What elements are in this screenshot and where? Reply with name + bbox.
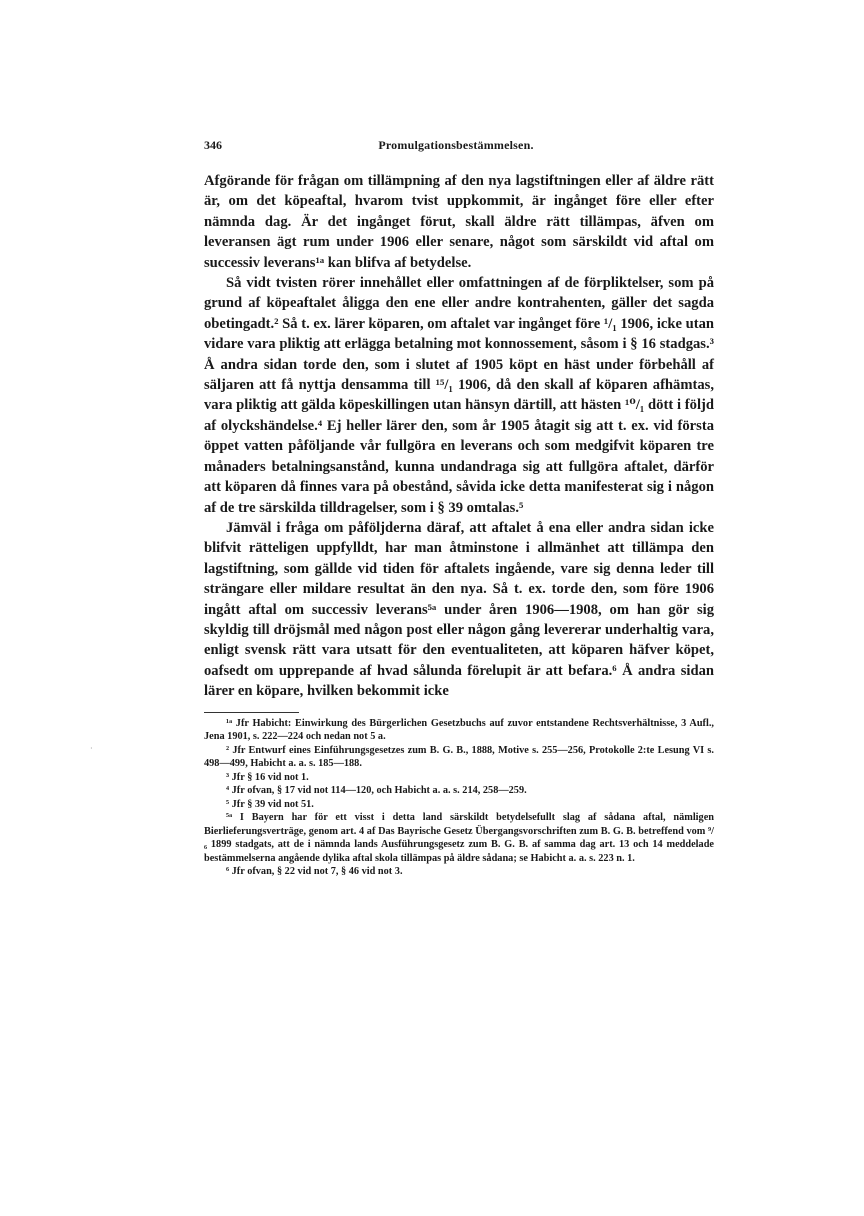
footnote-4: ⁴ Jfr ofvan, § 17 vid not 114—120, och Habicht a. a. s. 214, 258—259. — [226, 785, 527, 797]
footnote-divider — [204, 712, 299, 713]
footnotes — [204, 717, 714, 879]
paragraph-2: Så vidt tvisten rörer innehållet eller omfattningen af de förpliktelser, som på grund af köpeaftalet åligga den ene eller andre kontrahenten, gäller det sagda obetingadt.² Så t. ex. lärer köparen, om aftalet var ingånget före ¹/₁ 1906, icke utan vidare vara pliktig att erlägga betalning mot konnossement, såsom i § 16 stadgas.³ Å andra sidan torde den, som i slutet af 1905 köpt en häst under förbehåll af säljaren att få nyttja densamma till ¹⁵/₁ 1906, då den skall af köparen afhämtas, vara pliktig att gälda köpeskillingen utan hänsyn därtill, att hästen ¹⁰/₁ dött i följd af olyckshändelse.⁴ Ej heller lärer den, som år 1905 åtagit sig att t. ex. vid första öppet vatten påföljande vår fullgöra en leverans och som medgifvit köparen tre månaders betalningsanstånd, kunna undandraga sig att fullgöra aftalet, därför att köparen då finnes vara på obestånd, såvida icke detta manifesterat sig i någon af de tre särskilda tilldragelser, som i § 39 omtalas.⁵ — [204, 275, 714, 516]
page-header — [204, 138, 714, 153]
paragraph-1: Afgörande för frågan om tillämpning af den nya lagstiftningen eller af äldre rätt är, om det köpeaftal, hvarom tvist uppkommit, är ingånget före eller efter nämnda dag. Är det ingånget förut, skall äldre rätt tillämpas, äfven om leveransen ägt rum under 1906 eller senare, något som särskildt vid aftal om successiv leverans¹ᵃ kan blifva af betydelse. — [204, 173, 714, 271]
footnote-5a: ⁵ᵃ I Bayern har för ett visst i detta land särskildt betydelsefullt slag af sådana aftal, nämligen Bierlieferungsverträge, genom art. 4 af Das Bayrische Gesetz Übergangsvorschriften zum B. G. B. betreffend vom ⁹/₆ 1899 stadgats, att de i nämnda lands Ausführungsgesetz zum B. G. B. af samma dag art. 13 och 14 meddelade bestämmelserna angående dylika aftal skola tillämpas på äldre sådana; se Habicht a. a. s. 223 n. 1. — [204, 812, 714, 864]
paragraph-3: Jämväl i fråga om påföljderna däraf, att aftalet å ena eller andra sidan icke blifvit rätteligen uppfylldt, har man åtminstone i allmänhet att tillämpa den lagstiftning, som gällde vid tiden för aftalets ingående, vare sig denna leder till strängare eller mildare resultat än den nya. Så t. ex. torde den, som före 1906 ingått aftal om successiv leverans⁵ᵃ under åren 1906—1908, om han gör sig skyldig till dröjsmål med någon post eller någon gång levererar underhaltig vara, enligt svensk rätt vara utsatt för den eventualiteten, att köparen häfver köpet, oafsedt om upprepande af hvad sålunda förelupit är att befara.⁶ Å andra sidan lärer en köpare, hvilken bekommit icke — [204, 519, 714, 700]
footnote-5: ⁵ Jfr § 39 vid not 51. — [226, 798, 314, 810]
page-number: 346 — [204, 138, 222, 152]
book-page — [204, 138, 714, 879]
footnote-3: ³ Jfr § 16 vid not 1. — [226, 771, 309, 783]
main-text — [204, 171, 714, 702]
footnote-6: ⁶ Jfr ofvan, § 22 vid not 7, § 46 vid not 3. — [226, 866, 403, 878]
footnote-2: ² Jfr Entwurf eines Einführungsgesetzes zum B. G. B., 1888, Motive s. 255—256, Protokolle 2:te Lesung VI s. 498—499, Habicht a. a. s. 185—188. — [204, 744, 714, 770]
margin-speck: · — [90, 744, 93, 753]
footnote-1a: ¹ᵃ Jfr Habicht: Einwirkung des Bürgerlichen Gesetzbuchs auf zuvor entstandene Rechtsverhältnisse, 3 Aufl., Jena 1901, s. 222—224 och nedan not 5 a. — [204, 717, 714, 743]
running-title: Promulgationsbestämmelsen. — [378, 138, 534, 152]
